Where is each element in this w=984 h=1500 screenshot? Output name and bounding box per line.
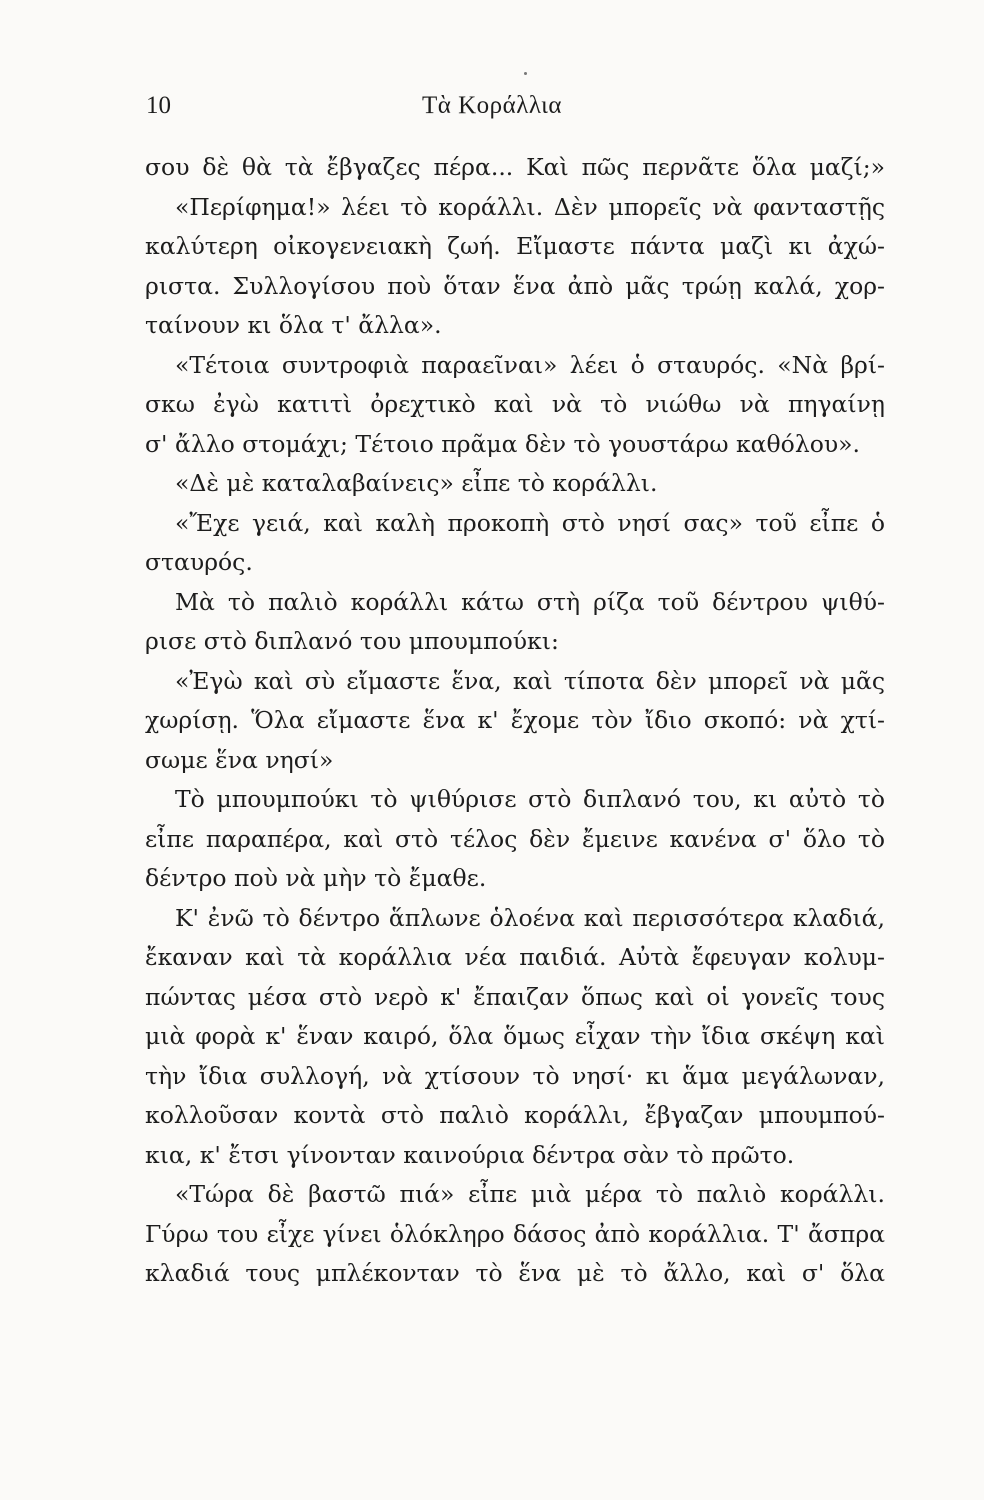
text-line: μιὰ φορὰ κ' ἕναν καιρό, ὅλα ὅμως εἶχαν τὴν ἴδια σκέψη καὶ: [145, 1022, 885, 1050]
text-line: Τὸ μπουμπούκι τὸ ψιθύρισε στὸ διπλανό του, κι αὐτὸ τὸ: [175, 785, 885, 813]
text-line: «Ἔχε γειά, καὶ καλὴ προκοπὴ στὸ νησί σας» τοῦ εἶπε ὁ: [175, 508, 885, 537]
text-line: ρισε στὸ διπλανό του μπουμπούκι:: [145, 627, 559, 655]
page-number: 10: [146, 92, 171, 119]
text-line: Μὰ τὸ παλιὸ κοράλλι κάτω στὴ ρίζα τοῦ δέντρου ψιθύ-: [175, 587, 885, 616]
text-line: «Τέτοια συντροφιὰ παραεῖναι» λέει ὁ σταυρός. «Νὰ βρί-: [175, 350, 885, 379]
text-line: καλύτερη οἰκογενειακὴ ζωή. Εἴμαστε πάντα μαζὶ κι ἀχώ-: [145, 232, 885, 260]
text-line: κολλοῦσαν κοντὰ στὸ παλιὸ κοράλλι, ἔβγαζαν μπουμπού-: [145, 1101, 885, 1129]
text-line: εἶπε παραπέρα, καὶ στὸ τέλος δὲν ἔμεινε κανένα σ' ὅλο τὸ: [145, 824, 885, 853]
text-line: ριστα. Συλλογίσου ποὺ ὅταν ἕνα ἀπὸ μᾶς τρώῃ καλά, χορ-: [145, 271, 885, 300]
text-line: ἔκαναν καὶ τὰ κοράλλια νέα παιδιά. Αὐτὰ ἔφευγαν κολυμ-: [145, 943, 885, 971]
text-line: ταίνουν κι ὅλα τ' ἄλλα».: [145, 311, 442, 339]
text-line: δέντρο ποὺ νὰ μὴν τὸ ἔμαθε.: [145, 864, 487, 892]
text-line: Γύρω του εἶχε γίνει ὁλόκληρο δάσος ἀπὸ κοράλλια. Τ' ἄσπρα: [145, 1219, 885, 1248]
text-line: σκω ἐγὼ κατιτὶ ὀρεχτικὸ καὶ νὰ τὸ νιώθω νὰ πηγαίνῃ: [145, 390, 885, 418]
text-line: «Τώρα δὲ βαστῶ πιά» εἶπε μιὰ μέρα τὸ παλιὸ κοράλλι.: [175, 1180, 885, 1208]
running-title: Τὰ Κοράλλια: [421, 92, 562, 119]
text-line: σ' ἄλλο στομάχι; Τέτοιο πρᾶμα δὲν τὸ γουστάρω καθόλου».: [145, 429, 860, 458]
text-line: «Ἐγὼ καὶ σὺ εἴμαστε ἕνα, καὶ τίποτα δὲν μπορεῖ νὰ μᾶς: [175, 666, 885, 695]
body-text: [145, 148, 885, 1294]
text-line: «Περίφημα!» λέει τὸ κοράλλι. Δὲν μπορεῖς νὰ φανταστῇς: [175, 192, 885, 221]
text-line: κλαδιά τους μπλέκονταν τὸ ἕνα μὲ τὸ ἄλλο, καὶ σ' ὅλα: [145, 1259, 885, 1287]
text-line: Κ' ἐνῶ τὸ δέντρο ἅπλωνε ὁλοένα καὶ περισσότερα κλαδιά,: [175, 903, 885, 932]
ink-speck: [524, 72, 527, 75]
text-line: πώντας μέσα στὸ νερὸ κ' ἔπαιζαν ὅπως καὶ οἱ γονεῖς τους: [145, 982, 885, 1011]
text-line: σου δὲ θὰ τὰ ἔβγαζες πέρα... Καὶ πῶς περνᾶτε ὅλα μαζί;»: [145, 153, 885, 181]
text-line: «Δὲ μὲ καταλαβαίνεις» εἶπε τὸ κοράλλι.: [175, 469, 658, 497]
text-line: κια, κ' ἔτσι γίνονταν καινούρια δέντρα σὰν τὸ πρῶτο.: [145, 1140, 795, 1169]
text-line: χωρίσῃ. Ὅλα εἴμαστε ἕνα κ' ἔχομε τὸν ἴδιο σκοπό: νὰ χτί-: [145, 706, 885, 734]
text-line: σταυρός.: [145, 548, 253, 576]
page-header: [0, 92, 984, 132]
text-line: σωμε ἕνα νησί»: [145, 745, 334, 774]
text-line: τὴν ἴδια συλλογή, νὰ χτίσουν τὸ νησί· κι ἅμα μεγάλωναν,: [145, 1061, 885, 1090]
